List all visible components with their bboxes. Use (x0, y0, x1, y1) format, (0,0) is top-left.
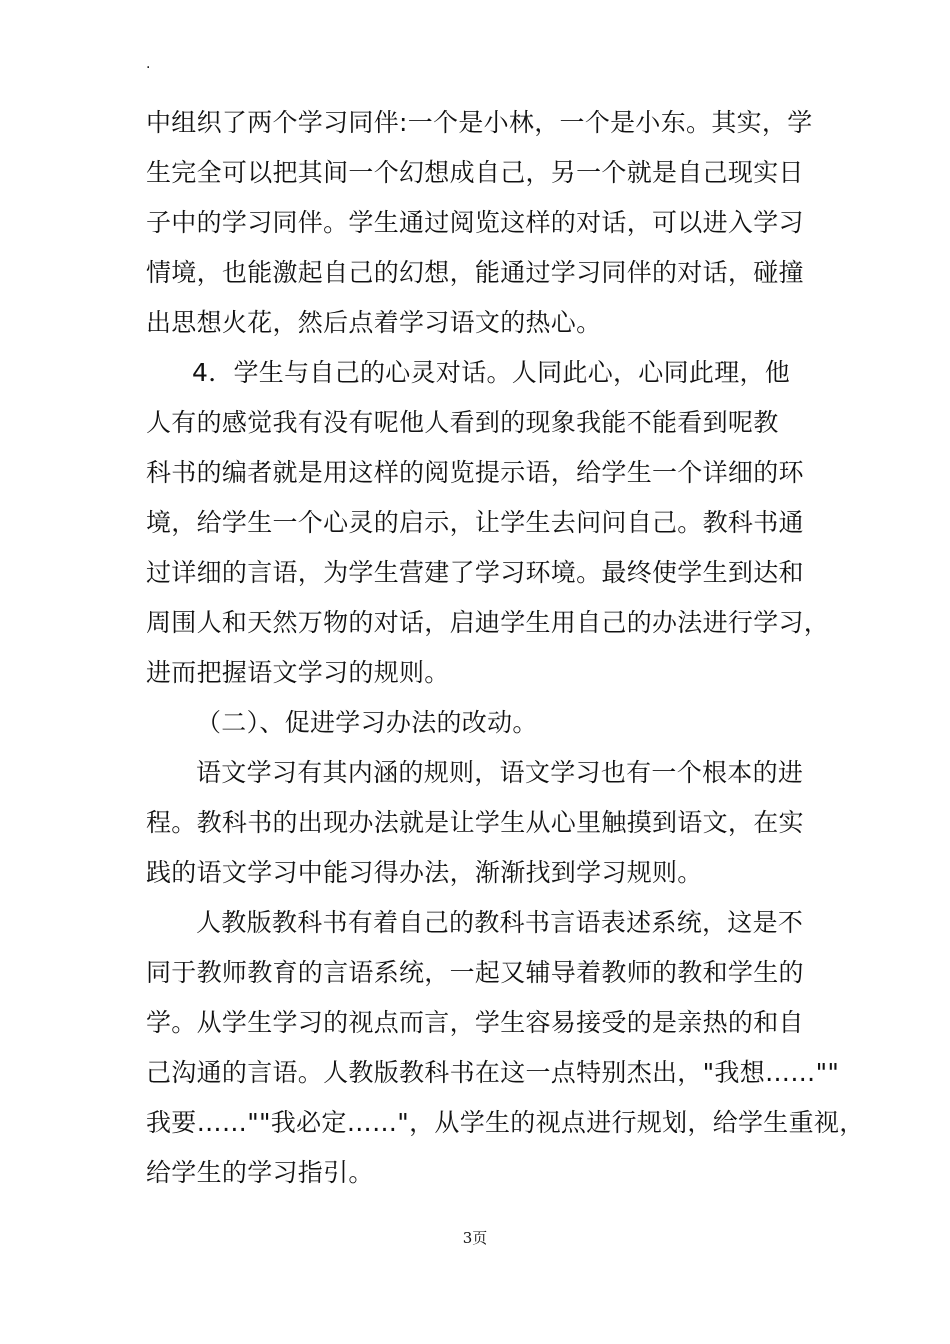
paragraph-line: 子中的学习同伴。学生通过阅览这样的对话，可以进入学习 (146, 208, 804, 237)
paragraph-line: 人教版教科书有着自己的教科书言语表述系统，这是不 (196, 908, 804, 937)
paragraph-line: 语文学习有其内涵的规则，语文学习也有一个根本的进 (196, 758, 804, 787)
header-mark: . (146, 56, 151, 72)
paragraph-line: 我要……""我必定……"，从学生的视点进行规划，给学生重视， (146, 1108, 865, 1137)
paragraph-line: 中组织了两个学习同伴:一个是小林，一个是小东。其实，学 (146, 108, 813, 137)
paragraph-line: 己沟通的言语。人教版教科书在这一点特别杰出，"我想……"" (146, 1058, 840, 1087)
paragraph-line: 生完全可以把其间一个幻想成自己，另一个就是自己现实日 (146, 158, 804, 187)
paragraph-line: 践的语文学习中能习得办法，渐渐找到学习规则。 (146, 858, 703, 887)
paragraph-line: 周围人和天然万物的对话，启迪学生用自己的办法进行学习， (146, 608, 830, 637)
body-text (146, 98, 865, 1198)
paragraph-line: 境，给学生一个心灵的启示，让学生去问问自己。教科书通 (146, 508, 804, 537)
page-number: 3页 (462, 1229, 488, 1247)
paragraph-line: 出思想火花，然后点着学习语文的热心。 (146, 308, 602, 337)
paragraph-line: 程。教科书的出现办法就是让学生从心里触摸到语文，在实 (146, 808, 804, 837)
paragraph-line: 人有的感觉我有没有呢他人看到的现象我能不能看到呢教 (146, 408, 779, 437)
paragraph-line: 进而把握语文学习的规则。 (146, 658, 450, 687)
paragraph-line: 给学生的学习指引。 (146, 1158, 374, 1187)
section-heading: （二）、促进学习办法的改动。 (196, 708, 538, 737)
paragraph-line: 科书的编者就是用这样的阅览提示语，给学生一个详细的环 (146, 458, 804, 487)
paragraph-line: 4．学生与自己的心灵对话。人同此心，心同此理，他 (192, 358, 791, 387)
paragraph-line: 学。从学生学习的视点而言，学生容易接受的是亲热的和自 (146, 1008, 804, 1037)
paragraph-line: 同于教师教育的言语系统，一起又辅导着教师的教和学生的 (146, 958, 804, 987)
paragraph-line: 情境，也能激起自己的幻想，能通过学习同伴的对话，碰撞 (146, 258, 804, 287)
paragraph-line: 过详细的言语，为学生营建了学习环境。最终使学生到达和 (146, 558, 804, 587)
